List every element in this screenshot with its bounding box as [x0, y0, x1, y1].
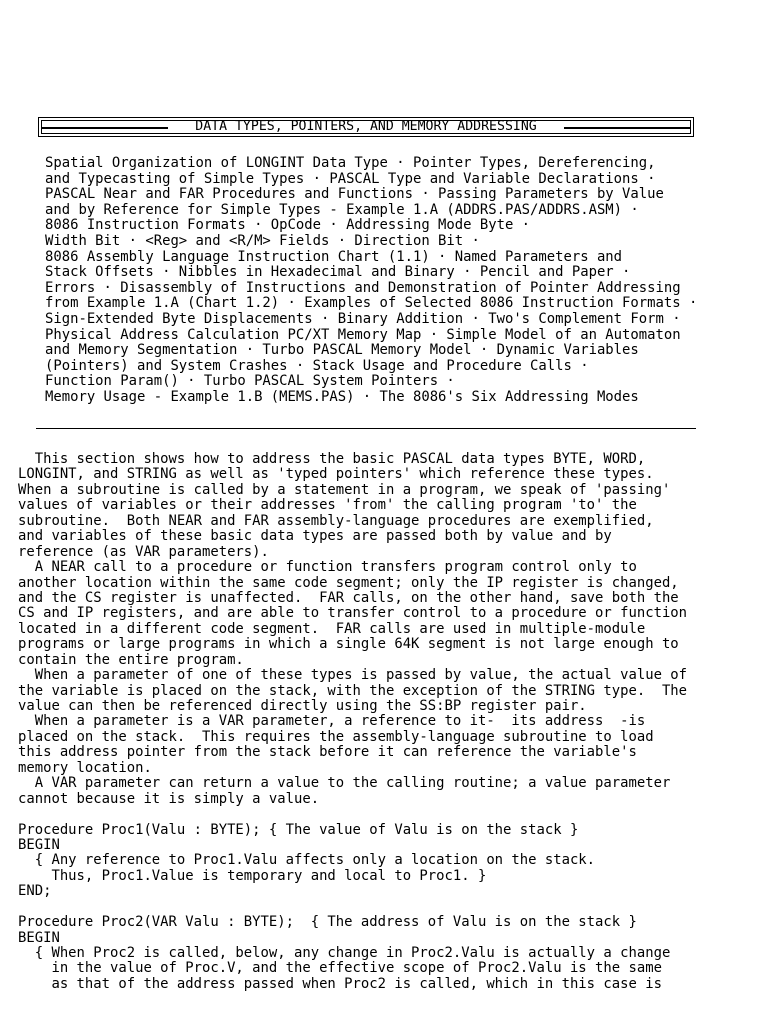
body-line: { When Proc2 is called, below, any change in Proc2.Valu is actually a change: [18, 945, 671, 961]
section-title-box: [38, 117, 694, 137]
section-title: DATA TYPES, POINTERS, AND MEMORY ADDRESSING: [195, 119, 537, 134]
body-line: When a parameter of one of these types is passed by value, the actual value of: [18, 667, 688, 684]
topic-line: (Pointers) and System Crashes · Stack Usage and Procedure Calls ·: [45, 357, 589, 374]
body-line: placed on the stack. This requires the assembly-language subroutine to load: [18, 728, 654, 745]
body-line: LONGINT, and STRING as well as 'typed pointers' which reference these types.: [18, 466, 654, 483]
topic-summary: [45, 156, 697, 406]
topic-line: Sign-Extended Byte Displacements · Binary Addition · Two's Complement Form ·: [45, 310, 681, 327]
body-line: BEGIN: [18, 836, 60, 853]
topic-line: and by Reference for Simple Types - Example 1.A (ADDRS.PAS/ADDRS.ASM) ·: [45, 201, 639, 218]
topic-line: Stack Offsets · Nibbles in Hexadecimal and Binary · Pencil and Paper ·: [45, 264, 631, 281]
section-title-frame: [41, 120, 691, 134]
body-line: in the value of Proc.V, and the effective scope of Proc2.Valu is the same: [18, 960, 662, 977]
body-line: value can then be referenced directly using the SS:BP register pair.: [18, 698, 587, 714]
body-line: cannot because it is simply a value.: [18, 790, 320, 807]
body-line: another location within the same code segment; only the IP register is changed,: [18, 574, 679, 591]
body-line: as that of the address passed when Proc2 is called, which in this case is: [18, 975, 662, 992]
body-line: located in a different code segment. FAR calls are used in multiple-module: [18, 620, 646, 637]
topic-line: Spatial Organization of LONGINT Data Type · Pointer Types, Dereferencing,: [45, 155, 656, 171]
topic-line: and Memory Segmentation · Turbo PASCAL Memory Model · Dynamic Variables: [45, 342, 639, 359]
topic-line: PASCAL Near and FAR Procedures and Functions · Passing Parameters by Value: [45, 186, 664, 203]
body-line: and variables of these basic data types are passed both by value and by: [18, 528, 612, 545]
topic-line: from Example 1.A (Chart 1.2) · Examples of Selected 8086 Instruction Formats ·: [45, 295, 698, 312]
topic-line: and Typecasting of Simple Types · PASCAL Type and Variable Declarations ·: [45, 170, 656, 187]
body-line: and the CS register is unaffected. FAR calls, on the other hand, save both the: [18, 589, 679, 606]
topic-line: 8086 Assembly Language Instruction Chart (1.1) · Named Parameters and: [45, 248, 623, 265]
body-line: [18, 900, 687, 915]
body-line: Thus, Proc1.Value is temporary and local to Proc1. }: [18, 867, 487, 884]
topic-line: Width Bit · <Reg> and <R/M> Fields · Direction Bit ·: [45, 232, 480, 249]
body-line: memory location.: [18, 759, 152, 776]
topic-line: Physical Address Calculation PC/XT Memory Map · Simple Model of an Automaton: [45, 326, 681, 343]
body-line: When a subroutine is called by a statement in a program, we speak of 'passing': [18, 481, 671, 498]
section-body: [18, 452, 687, 992]
body-line: subroutine. Both NEAR and FAR assembly-language procedures are exemplified,: [18, 512, 654, 529]
body-line: When a parameter is a VAR parameter, a reference to it- its address -is: [18, 713, 646, 730]
section-divider: [36, 428, 696, 429]
body-line: A NEAR call to a procedure or function transfers program control only to: [18, 559, 637, 576]
topic-line: Errors · Disassembly of Instructions and Demonstration of Pointer Addressing: [45, 279, 681, 296]
body-line: Procedure Proc2(VAR Valu : BYTE); { The address of Valu is on the stack }: [18, 914, 637, 931]
body-line: A VAR parameter can return a value to the calling routine; a value parameter: [18, 775, 671, 792]
body-line: programs or large programs in which a single 64K segment is not large enough to: [18, 636, 679, 653]
body-line: This section shows how to address the basic PASCAL data types BYTE, WORD,: [18, 451, 646, 467]
body-line: BEGIN: [18, 929, 60, 946]
body-line: this address pointer from the stack before it can reference the variable's: [18, 744, 637, 761]
body-line: Procedure Proc1(Valu : BYTE); { The value of Valu is on the stack }: [18, 821, 579, 838]
topic-line: 8086 Instruction Formats · OpCode · Addressing Mode Byte ·: [45, 217, 531, 234]
body-line: [18, 807, 687, 822]
body-line: reference (as VAR parameters).: [18, 543, 269, 560]
body-line: CS and IP registers, and are able to transfer control to a procedure or function: [18, 605, 688, 622]
body-line: the variable is placed on the stack, with the exception of the STRING type. The: [18, 682, 688, 699]
body-line: END;: [18, 883, 52, 900]
body-line: contain the entire program.: [18, 651, 244, 668]
body-line: values of variables or their addresses 'from' the calling program 'to' the: [18, 497, 637, 514]
topic-line: Memory Usage - Example 1.B (MEMS.PAS) · The 8086's Six Addressing Modes: [45, 388, 639, 405]
topic-line: Function Param() · Turbo PASCAL System Pointers ·: [45, 373, 455, 390]
body-line: { Any reference to Proc1.Valu affects only a location on the stack.: [18, 852, 596, 869]
